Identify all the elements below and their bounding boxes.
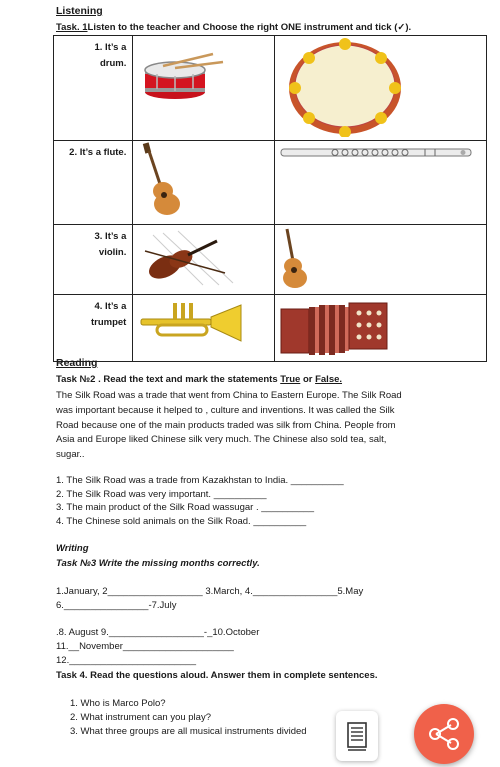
false-word: False. xyxy=(315,374,343,385)
task3-instruction: Task №3 Write the missing months correctly. xyxy=(56,558,260,569)
months-line-2[interactable]: 6.________________-7.July xyxy=(56,600,177,611)
paragraph-line: Road because one of the main products traded was silk from China. People from xyxy=(56,419,396,431)
flute-cell[interactable] xyxy=(275,141,487,225)
guitar-cell[interactable] xyxy=(133,141,275,225)
statement-item[interactable]: 4. The Chinese sold animals on the Silk Road. __________ xyxy=(56,515,307,527)
table-row xyxy=(54,141,487,225)
task2-text: Task №2 . Read the text and mark the statements xyxy=(56,374,281,385)
reading-heading: Reading xyxy=(56,357,98,369)
share-icon xyxy=(414,704,474,764)
statement-item[interactable]: 3. The main product of the Silk Road wassugar . __________ xyxy=(56,502,315,513)
task1-label: Task. 1 xyxy=(56,22,88,33)
table-row xyxy=(54,295,487,362)
guitar-cell-2[interactable] xyxy=(275,225,487,295)
row-label: 4. It’s a trumpet xyxy=(54,295,133,362)
writing-heading: Writing xyxy=(56,543,89,554)
instrument-table xyxy=(53,35,487,362)
row-label: 3. It’s a violin. xyxy=(54,225,133,295)
trumpet-cell[interactable] xyxy=(133,295,275,362)
violin-cell[interactable] xyxy=(133,225,275,295)
listening-heading: Listening xyxy=(56,5,103,17)
table-row xyxy=(54,225,487,295)
questions-list xyxy=(70,697,307,739)
task2-instruction xyxy=(56,374,342,385)
trumpet-icon xyxy=(133,295,273,358)
task1-instruction xyxy=(56,22,411,33)
row-label: 1. It’s a drum. xyxy=(54,36,133,141)
months-line-3[interactable]: .8. August 9.__________________-_10.October xyxy=(56,627,260,638)
question-item: 3. What three groups are all musical instruments divided xyxy=(70,726,307,737)
table-row xyxy=(54,36,487,141)
document-list-icon xyxy=(336,711,378,761)
months-line-4[interactable]: 11.__November_____________________ xyxy=(56,641,234,652)
snare-drum-icon xyxy=(133,36,273,137)
true-word: True xyxy=(280,374,301,385)
acoustic-guitar-icon xyxy=(275,225,485,291)
question-item: 2. What instrument can you play? xyxy=(70,712,211,723)
drum-cell[interactable] xyxy=(133,36,275,141)
months-line-1[interactable]: 1.January, 2__________________ 3.March, 4.________________5.May xyxy=(56,586,364,597)
document-button[interactable] xyxy=(336,711,378,761)
acoustic-guitar-icon xyxy=(133,141,273,221)
statement-item[interactable]: 1. The Silk Road was a trade from Kazakhstan to India. __________ xyxy=(56,475,344,486)
statements-list xyxy=(56,474,344,528)
row-label: 2. It’s a flute. xyxy=(54,141,133,225)
paragraph-line: Asia and Europe liked Chinese silk very much. The Chinese also sold tea, salt, xyxy=(56,434,387,446)
months-line-5[interactable]: 12.________________________ xyxy=(56,655,197,666)
silk-road-paragraph xyxy=(56,389,441,463)
statement-item[interactable]: 2. The Silk Road was very important. __________ xyxy=(56,488,267,500)
violin-icon xyxy=(133,225,273,291)
tambourine-icon xyxy=(275,36,485,137)
question-item: 1. Who is Marco Polo? xyxy=(70,698,166,709)
paragraph-line: was important because it helped to , culture and inventions. It was called the Silk xyxy=(56,404,395,416)
flute-icon xyxy=(275,141,485,221)
accordion-cell[interactable] xyxy=(275,295,487,362)
share-button[interactable] xyxy=(414,704,474,764)
paragraph-line: The Silk Road was a trade that went from China to Eastern Europe. The Silk Road xyxy=(56,390,402,401)
task1-text: Listen to the teacher and Choose the right ONE instrument and tick (✓). xyxy=(87,22,412,33)
accordion-icon xyxy=(275,295,485,358)
task4-heading: Task 4. Read the questions aloud. Answer them in complete sentences. xyxy=(56,670,378,681)
or-word: or xyxy=(300,374,316,385)
paragraph-line: sugar.. xyxy=(56,449,85,461)
tambourine-cell[interactable] xyxy=(275,36,487,141)
